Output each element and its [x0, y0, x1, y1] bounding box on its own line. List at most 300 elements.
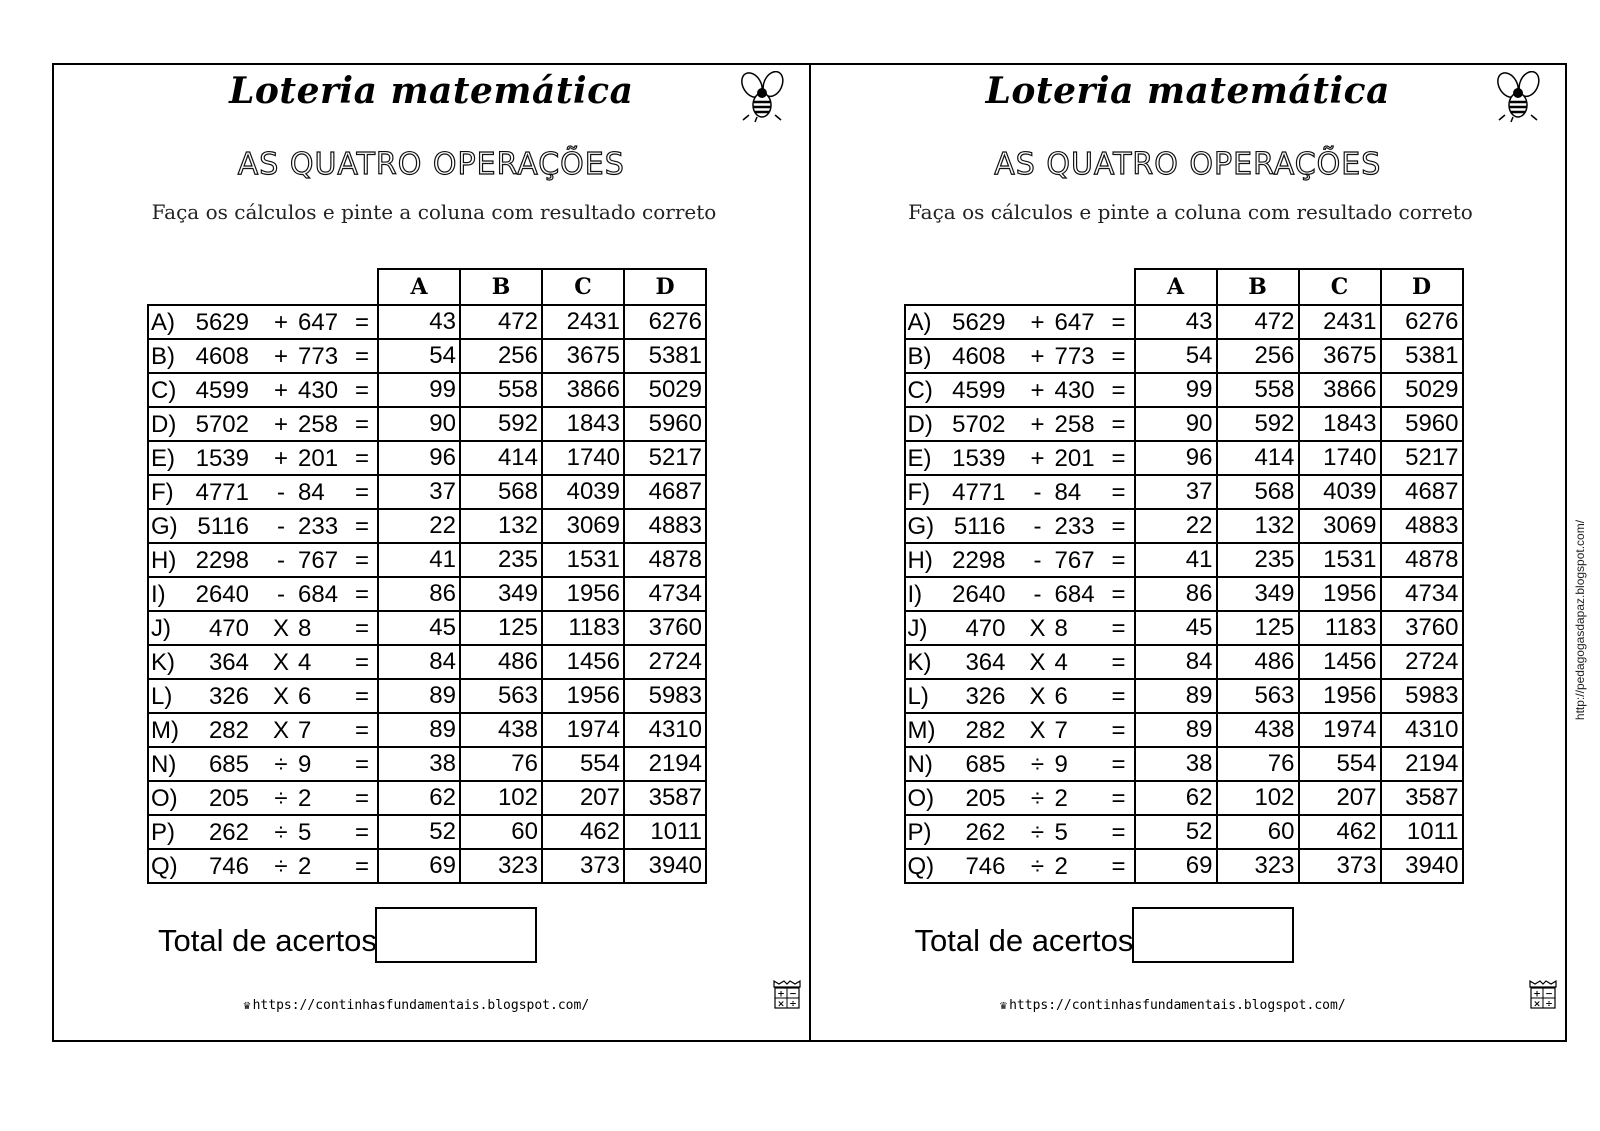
answer-cell-c[interactable]: 3675: [542, 339, 624, 373]
answer-cell-c[interactable]: 1531: [542, 543, 624, 577]
operator: ÷: [274, 785, 288, 812]
footer-url: [54, 998, 779, 1013]
problem-cell: [905, 373, 1135, 407]
row-letter: N): [907, 751, 933, 778]
answer-cell-a[interactable]: 41: [1135, 543, 1217, 577]
answer-cell-c[interactable]: 4039: [1299, 475, 1381, 509]
problem-cell: [905, 543, 1135, 577]
table-row: [905, 747, 1463, 781]
operator: -: [1033, 581, 1042, 608]
answer-cell-b[interactable]: 349: [460, 577, 542, 611]
operand-1: 5702: [952, 411, 1006, 438]
answer-cell-b[interactable]: 486: [460, 645, 542, 679]
answer-cell-d[interactable]: 4687: [624, 475, 706, 509]
problem-cell: [905, 781, 1135, 815]
operand-2: 430: [298, 377, 339, 404]
operator: -: [277, 547, 285, 574]
problem-cell: [905, 407, 1135, 441]
answer-cell-c[interactable]: 1843: [542, 407, 624, 441]
lottery-table: [147, 268, 707, 884]
answer-cell-c[interactable]: 1456: [1299, 645, 1381, 679]
answer-cell-a[interactable]: 86: [1135, 577, 1217, 611]
answer-cell-d[interactable]: 4883: [624, 509, 706, 543]
answer-cell-b[interactable]: 486: [1217, 645, 1299, 679]
answer-cell-d[interactable]: 5983: [624, 679, 706, 713]
answer-cell-b[interactable]: 563: [1217, 679, 1299, 713]
answer-cell-c[interactable]: 1956: [1299, 577, 1381, 611]
operand-1: 2298: [952, 547, 1006, 574]
answer-cell-a[interactable]: 89: [378, 713, 460, 747]
answer-cell-d[interactable]: 3760: [1381, 611, 1463, 645]
operator: ÷: [274, 819, 288, 846]
row-letter: P): [151, 819, 175, 846]
row-letter: O): [151, 785, 178, 812]
operand-2: 84: [1054, 479, 1082, 506]
table-row: [905, 713, 1463, 747]
table-row: [905, 509, 1463, 543]
row-letter: A): [907, 309, 932, 336]
answer-cell-b[interactable]: 132: [1217, 509, 1299, 543]
answer-cell-d[interactable]: 6276: [624, 305, 706, 339]
answer-cell-c[interactable]: 1956: [1299, 679, 1381, 713]
table-row: [148, 407, 706, 441]
row-letter: D): [151, 411, 177, 438]
answer-cell-a[interactable]: 99: [378, 373, 460, 407]
equals-sign: =: [1111, 377, 1126, 404]
row-letter: E): [151, 445, 175, 472]
answer-cell-d[interactable]: 3760: [624, 611, 706, 645]
row-letter: F): [907, 479, 931, 506]
worksheet-title: Loteria matemática: [985, 70, 1390, 112]
answer-cell-b[interactable]: 414: [1217, 441, 1299, 475]
operand-2: 84: [298, 479, 325, 506]
row-letter: J): [907, 615, 928, 642]
table-row: [148, 577, 706, 611]
operand-2: 201: [1054, 445, 1095, 472]
footer-url: [811, 998, 1536, 1013]
operand-1: 205: [965, 785, 1006, 812]
answer-cell-c[interactable]: 1456: [542, 645, 624, 679]
answer-cell-c[interactable]: 1183: [1299, 611, 1381, 645]
answer-cell-b[interactable]: 256: [460, 339, 542, 373]
answer-cell-c[interactable]: 462: [542, 815, 624, 849]
header-blank: [905, 269, 1135, 305]
answer-cell-a[interactable]: 43: [1135, 305, 1217, 339]
answer-cell-b[interactable]: 125: [1217, 611, 1299, 645]
operand-2: 647: [1054, 309, 1095, 336]
row-letter: E): [907, 445, 932, 472]
operand-1: 5629: [195, 309, 249, 336]
equals-sign: =: [1111, 683, 1126, 710]
answer-cell-b[interactable]: 125: [460, 611, 542, 645]
answer-cell-d[interactable]: 4687: [1381, 475, 1463, 509]
answer-cell-d[interactable]: 4310: [624, 713, 706, 747]
operand-1: 4608: [195, 343, 249, 370]
equals-sign: =: [1111, 581, 1126, 608]
row-letter: B): [907, 343, 932, 370]
worksheet-subtitle: AS QUATRO OPERAÇÕES: [237, 147, 625, 182]
answer-cell-d[interactable]: 5029: [624, 373, 706, 407]
answer-cell-d[interactable]: 6276: [1381, 305, 1463, 339]
answer-cell-d[interactable]: 2724: [1381, 645, 1463, 679]
answer-cell-c[interactable]: 1740: [542, 441, 624, 475]
answer-cell-c[interactable]: 2431: [542, 305, 624, 339]
answer-cell-d[interactable]: 4878: [624, 543, 706, 577]
answer-cell-b[interactable]: 558: [460, 373, 542, 407]
answer-cell-d[interactable]: 4734: [1381, 577, 1463, 611]
table-row: [148, 339, 706, 373]
row-letter: F): [151, 479, 174, 506]
table-row: [148, 713, 706, 747]
answer-cell-c[interactable]: 3069: [1299, 509, 1381, 543]
answer-cell-c[interactable]: 1740: [1299, 441, 1381, 475]
answer-cell-a[interactable]: 37: [1135, 475, 1217, 509]
answer-cell-b[interactable]: 60: [1217, 815, 1299, 849]
answer-cell-d[interactable]: 4883: [1381, 509, 1463, 543]
answer-cell-c[interactable]: 373: [1299, 849, 1381, 883]
answer-cell-a[interactable]: 69: [1135, 849, 1217, 883]
answer-cell-d[interactable]: 3940: [1381, 849, 1463, 883]
equals-sign: =: [1111, 343, 1126, 370]
equals-sign: =: [354, 819, 369, 846]
table-row: [148, 509, 706, 543]
operator: +: [1030, 377, 1045, 404]
svg-text:×: ×: [776, 999, 785, 1010]
row-letter: Q): [151, 853, 178, 880]
table-row: [148, 441, 706, 475]
answer-cell-c[interactable]: 207: [1299, 781, 1381, 815]
operator: +: [1030, 445, 1045, 472]
operand-1: 685: [965, 751, 1006, 778]
column-header: A: [1135, 269, 1217, 305]
problem-cell: [148, 815, 378, 849]
operator: ÷: [1030, 853, 1045, 880]
answer-cell-a[interactable]: 62: [378, 781, 460, 815]
equals-sign: =: [354, 683, 369, 710]
answer-cell-d[interactable]: 4734: [624, 577, 706, 611]
operand-1: 262: [208, 819, 249, 846]
answer-cell-d[interactable]: 2724: [624, 645, 706, 679]
answer-cell-c[interactable]: 1956: [542, 679, 624, 713]
equals-sign: =: [354, 377, 369, 404]
equals-sign: =: [354, 581, 369, 608]
answer-cell-a[interactable]: 45: [378, 611, 460, 645]
answer-cell-a[interactable]: 90: [378, 407, 460, 441]
column-header: C: [1299, 269, 1381, 305]
equals-sign: =: [354, 479, 369, 506]
answer-cell-d[interactable]: 1011: [624, 815, 706, 849]
answer-cell-b[interactable]: 472: [1217, 305, 1299, 339]
answer-cell-b[interactable]: 76: [460, 747, 542, 781]
operator: -: [1033, 547, 1042, 574]
equals-sign: =: [1111, 411, 1126, 438]
equals-sign: =: [354, 309, 369, 336]
equals-sign: =: [1111, 649, 1126, 676]
answer-cell-d[interactable]: 3587: [624, 781, 706, 815]
answer-cell-a[interactable]: 90: [1135, 407, 1217, 441]
problem-cell: [148, 441, 378, 475]
answer-cell-b[interactable]: 349: [1217, 577, 1299, 611]
answer-cell-a[interactable]: 84: [378, 645, 460, 679]
table-row: [148, 373, 706, 407]
equals-sign: =: [1111, 853, 1126, 880]
operand-1: 364: [208, 649, 249, 676]
total-label: Total de acertos: [158, 923, 377, 958]
problem-cell: [905, 611, 1135, 645]
answer-cell-a[interactable]: 69: [378, 849, 460, 883]
equals-sign: =: [1111, 513, 1126, 540]
problem-cell: [148, 747, 378, 781]
equals-sign: =: [1111, 717, 1126, 744]
row-letter: O): [907, 785, 935, 812]
answer-cell-d[interactable]: 5217: [1381, 441, 1463, 475]
answer-cell-b[interactable]: 256: [1217, 339, 1299, 373]
answer-cell-b[interactable]: 438: [1217, 713, 1299, 747]
total-score-box[interactable]: [375, 907, 537, 963]
table-row: [905, 577, 1463, 611]
row-letter: A): [151, 309, 175, 336]
equals-sign: =: [1111, 819, 1126, 846]
row-letter: G): [907, 513, 935, 540]
answer-cell-b[interactable]: 568: [1217, 475, 1299, 509]
row-letter: I): [151, 581, 166, 608]
answer-cell-c[interactable]: 1183: [542, 611, 624, 645]
answer-cell-d[interactable]: 2194: [624, 747, 706, 781]
answer-cell-a[interactable]: 99: [1135, 373, 1217, 407]
answer-cell-d[interactable]: 4310: [1381, 713, 1463, 747]
table-row: [148, 645, 706, 679]
answer-cell-d[interactable]: 5960: [624, 407, 706, 441]
equals-sign: =: [354, 649, 369, 676]
answer-cell-c[interactable]: 373: [542, 849, 624, 883]
answer-cell-d[interactable]: 4878: [1381, 543, 1463, 577]
operator: +: [273, 343, 288, 370]
operand-2: 201: [298, 445, 339, 472]
answer-cell-b[interactable]: 235: [460, 543, 542, 577]
problem-cell: [905, 509, 1135, 543]
answer-cell-d[interactable]: 1011: [1381, 815, 1463, 849]
row-letter: M): [907, 717, 936, 744]
answer-cell-b[interactable]: 558: [1217, 373, 1299, 407]
answer-cell-c[interactable]: 1974: [1299, 713, 1381, 747]
answer-cell-d[interactable]: 3940: [624, 849, 706, 883]
answer-cell-c[interactable]: 4039: [542, 475, 624, 509]
problem-cell: [148, 475, 378, 509]
answer-cell-a[interactable]: 43: [378, 305, 460, 339]
answer-cell-b[interactable]: 592: [460, 407, 542, 441]
answer-cell-d[interactable]: 5983: [1381, 679, 1463, 713]
operand-1: 4599: [952, 377, 1006, 404]
row-letter: B): [151, 343, 175, 370]
operand-2: 233: [1054, 513, 1095, 540]
operand-1: 4771: [195, 479, 249, 506]
problem-cell: [148, 679, 378, 713]
operand-1: 2640: [952, 581, 1006, 608]
problem-cell: [905, 815, 1135, 849]
answer-cell-b[interactable]: 60: [460, 815, 542, 849]
answer-cell-a[interactable]: 84: [1135, 645, 1217, 679]
answer-cell-a[interactable]: 37: [378, 475, 460, 509]
equals-sign: =: [1111, 479, 1126, 506]
worksheet-title: Loteria matemática: [229, 70, 634, 112]
answer-cell-a[interactable]: 22: [1135, 509, 1217, 543]
answer-cell-c[interactable]: 1531: [1299, 543, 1381, 577]
answer-cell-c[interactable]: 554: [1299, 747, 1381, 781]
answer-cell-b[interactable]: 76: [1217, 747, 1299, 781]
equals-sign: =: [1111, 309, 1126, 336]
answer-cell-b[interactable]: 472: [460, 305, 542, 339]
table-row: [148, 679, 706, 713]
answer-cell-b[interactable]: 414: [460, 441, 542, 475]
table-row: [905, 339, 1463, 373]
column-header: B: [460, 269, 542, 305]
table-row: [905, 849, 1463, 883]
operand-2: 233: [298, 513, 339, 540]
operand-2: 430: [1054, 377, 1095, 404]
answer-cell-a[interactable]: 89: [378, 679, 460, 713]
operand-1: 262: [965, 819, 1006, 846]
row-letter: P): [907, 819, 932, 846]
answer-cell-c[interactable]: 1956: [542, 577, 624, 611]
answer-cell-b[interactable]: 438: [460, 713, 542, 747]
answer-cell-c[interactable]: 3866: [1299, 373, 1381, 407]
answer-cell-d[interactable]: 2194: [1381, 747, 1463, 781]
answer-cell-b[interactable]: 102: [460, 781, 542, 815]
answer-cell-c[interactable]: 462: [1299, 815, 1381, 849]
table-row: [905, 611, 1463, 645]
operator: X: [272, 717, 289, 744]
svg-text:+: +: [1533, 989, 1541, 1000]
answer-cell-c[interactable]: 2431: [1299, 305, 1381, 339]
answer-cell-d[interactable]: 3587: [1381, 781, 1463, 815]
equals-sign: =: [354, 615, 369, 642]
worksheet: [52, 63, 811, 1042]
answer-cell-b[interactable]: 323: [460, 849, 542, 883]
answer-cell-c[interactable]: 1974: [542, 713, 624, 747]
answer-cell-c[interactable]: 554: [542, 747, 624, 781]
operand-2: 4: [298, 649, 312, 676]
answer-cell-d[interactable]: 5381: [1381, 339, 1463, 373]
problem-cell: [148, 577, 378, 611]
row-letter: Q): [907, 853, 935, 880]
lottery-table: [904, 268, 1464, 884]
answer-cell-c[interactable]: 1843: [1299, 407, 1381, 441]
row-letter: H): [907, 547, 933, 574]
answer-cell-b[interactable]: 323: [1217, 849, 1299, 883]
answer-cell-b[interactable]: 592: [1217, 407, 1299, 441]
math-operations-icon: [1527, 978, 1559, 1010]
table-row: [905, 407, 1463, 441]
operand-2: 5: [1054, 819, 1068, 846]
total-score-box[interactable]: [1132, 907, 1294, 963]
answer-cell-d[interactable]: 5960: [1381, 407, 1463, 441]
answer-cell-b[interactable]: 102: [1217, 781, 1299, 815]
answer-cell-a[interactable]: 62: [1135, 781, 1217, 815]
crown-icon: ♛: [999, 998, 1008, 1012]
operand-1: 470: [208, 615, 249, 642]
problem-cell: [905, 441, 1135, 475]
answer-cell-a[interactable]: 96: [1135, 441, 1217, 475]
operand-2: 7: [298, 717, 312, 744]
operand-1: 282: [965, 717, 1006, 744]
answer-cell-a[interactable]: 38: [378, 747, 460, 781]
answer-cell-d[interactable]: 5029: [1381, 373, 1463, 407]
answer-cell-a[interactable]: 89: [1135, 713, 1217, 747]
operand-2: 767: [1054, 547, 1095, 574]
equals-sign: =: [1111, 547, 1126, 574]
svg-text:+: +: [776, 989, 785, 1000]
answer-cell-a[interactable]: 96: [378, 441, 460, 475]
problem-cell: [148, 407, 378, 441]
row-letter: H): [151, 547, 177, 574]
answer-cell-a[interactable]: 89: [1135, 679, 1217, 713]
column-header: B: [1217, 269, 1299, 305]
operator: ÷: [1030, 751, 1045, 778]
answer-cell-c[interactable]: 3866: [542, 373, 624, 407]
answer-cell-a[interactable]: 52: [1135, 815, 1217, 849]
row-letter: K): [151, 649, 175, 676]
problem-cell: [905, 747, 1135, 781]
problem-cell: [148, 645, 378, 679]
answer-cell-a[interactable]: 41: [378, 543, 460, 577]
operator: +: [273, 309, 288, 336]
answer-cell-d[interactable]: 5217: [624, 441, 706, 475]
answer-cell-d[interactable]: 5381: [624, 339, 706, 373]
problem-cell: [148, 373, 378, 407]
operator: +: [1030, 411, 1045, 438]
answer-cell-a[interactable]: 54: [378, 339, 460, 373]
worksheet-subtitle: AS QUATRO OPERAÇÕES: [994, 147, 1382, 182]
table-row: [905, 475, 1463, 509]
operand-1: 746: [208, 853, 249, 880]
operand-1: 685: [208, 751, 249, 778]
answer-cell-b[interactable]: 235: [1217, 543, 1299, 577]
answer-cell-b[interactable]: 563: [460, 679, 542, 713]
answer-cell-c[interactable]: 3675: [1299, 339, 1381, 373]
problem-cell: [905, 577, 1135, 611]
answer-cell-c[interactable]: 3069: [542, 509, 624, 543]
table-row: [905, 781, 1463, 815]
operand-1: 4599: [195, 377, 249, 404]
instruction-text: Faça os cálculos e pinte a coluna com resultado correto: [151, 200, 717, 224]
footer-url-text: https://continhasfundamentais.blogspot.com/: [1009, 998, 1346, 1013]
operand-1: 5116: [197, 513, 249, 540]
crown-icon: ♛: [243, 998, 251, 1012]
answer-cell-b[interactable]: 132: [460, 509, 542, 543]
operator: X: [272, 649, 289, 676]
operator: ÷: [274, 853, 288, 880]
operand-2: 258: [1054, 411, 1095, 438]
answer-cell-b[interactable]: 568: [460, 475, 542, 509]
answer-cell-a[interactable]: 45: [1135, 611, 1217, 645]
bee-icon: [737, 71, 789, 123]
math-operations-icon: [771, 978, 803, 1010]
answer-cell-c[interactable]: 207: [542, 781, 624, 815]
operand-1: 5629: [952, 309, 1006, 336]
operand-1: 326: [965, 683, 1006, 710]
answer-cell-a[interactable]: 54: [1135, 339, 1217, 373]
answer-cell-a[interactable]: 22: [378, 509, 460, 543]
operand-2: 647: [298, 309, 339, 336]
operand-2: 6: [298, 683, 312, 710]
operand-2: 258: [298, 411, 339, 438]
operator: -: [277, 513, 285, 540]
operand-1: 5702: [195, 411, 249, 438]
answer-cell-a[interactable]: 52: [378, 815, 460, 849]
answer-cell-a[interactable]: 38: [1135, 747, 1217, 781]
svg-text:÷: ÷: [788, 999, 797, 1010]
answer-cell-a[interactable]: 86: [378, 577, 460, 611]
